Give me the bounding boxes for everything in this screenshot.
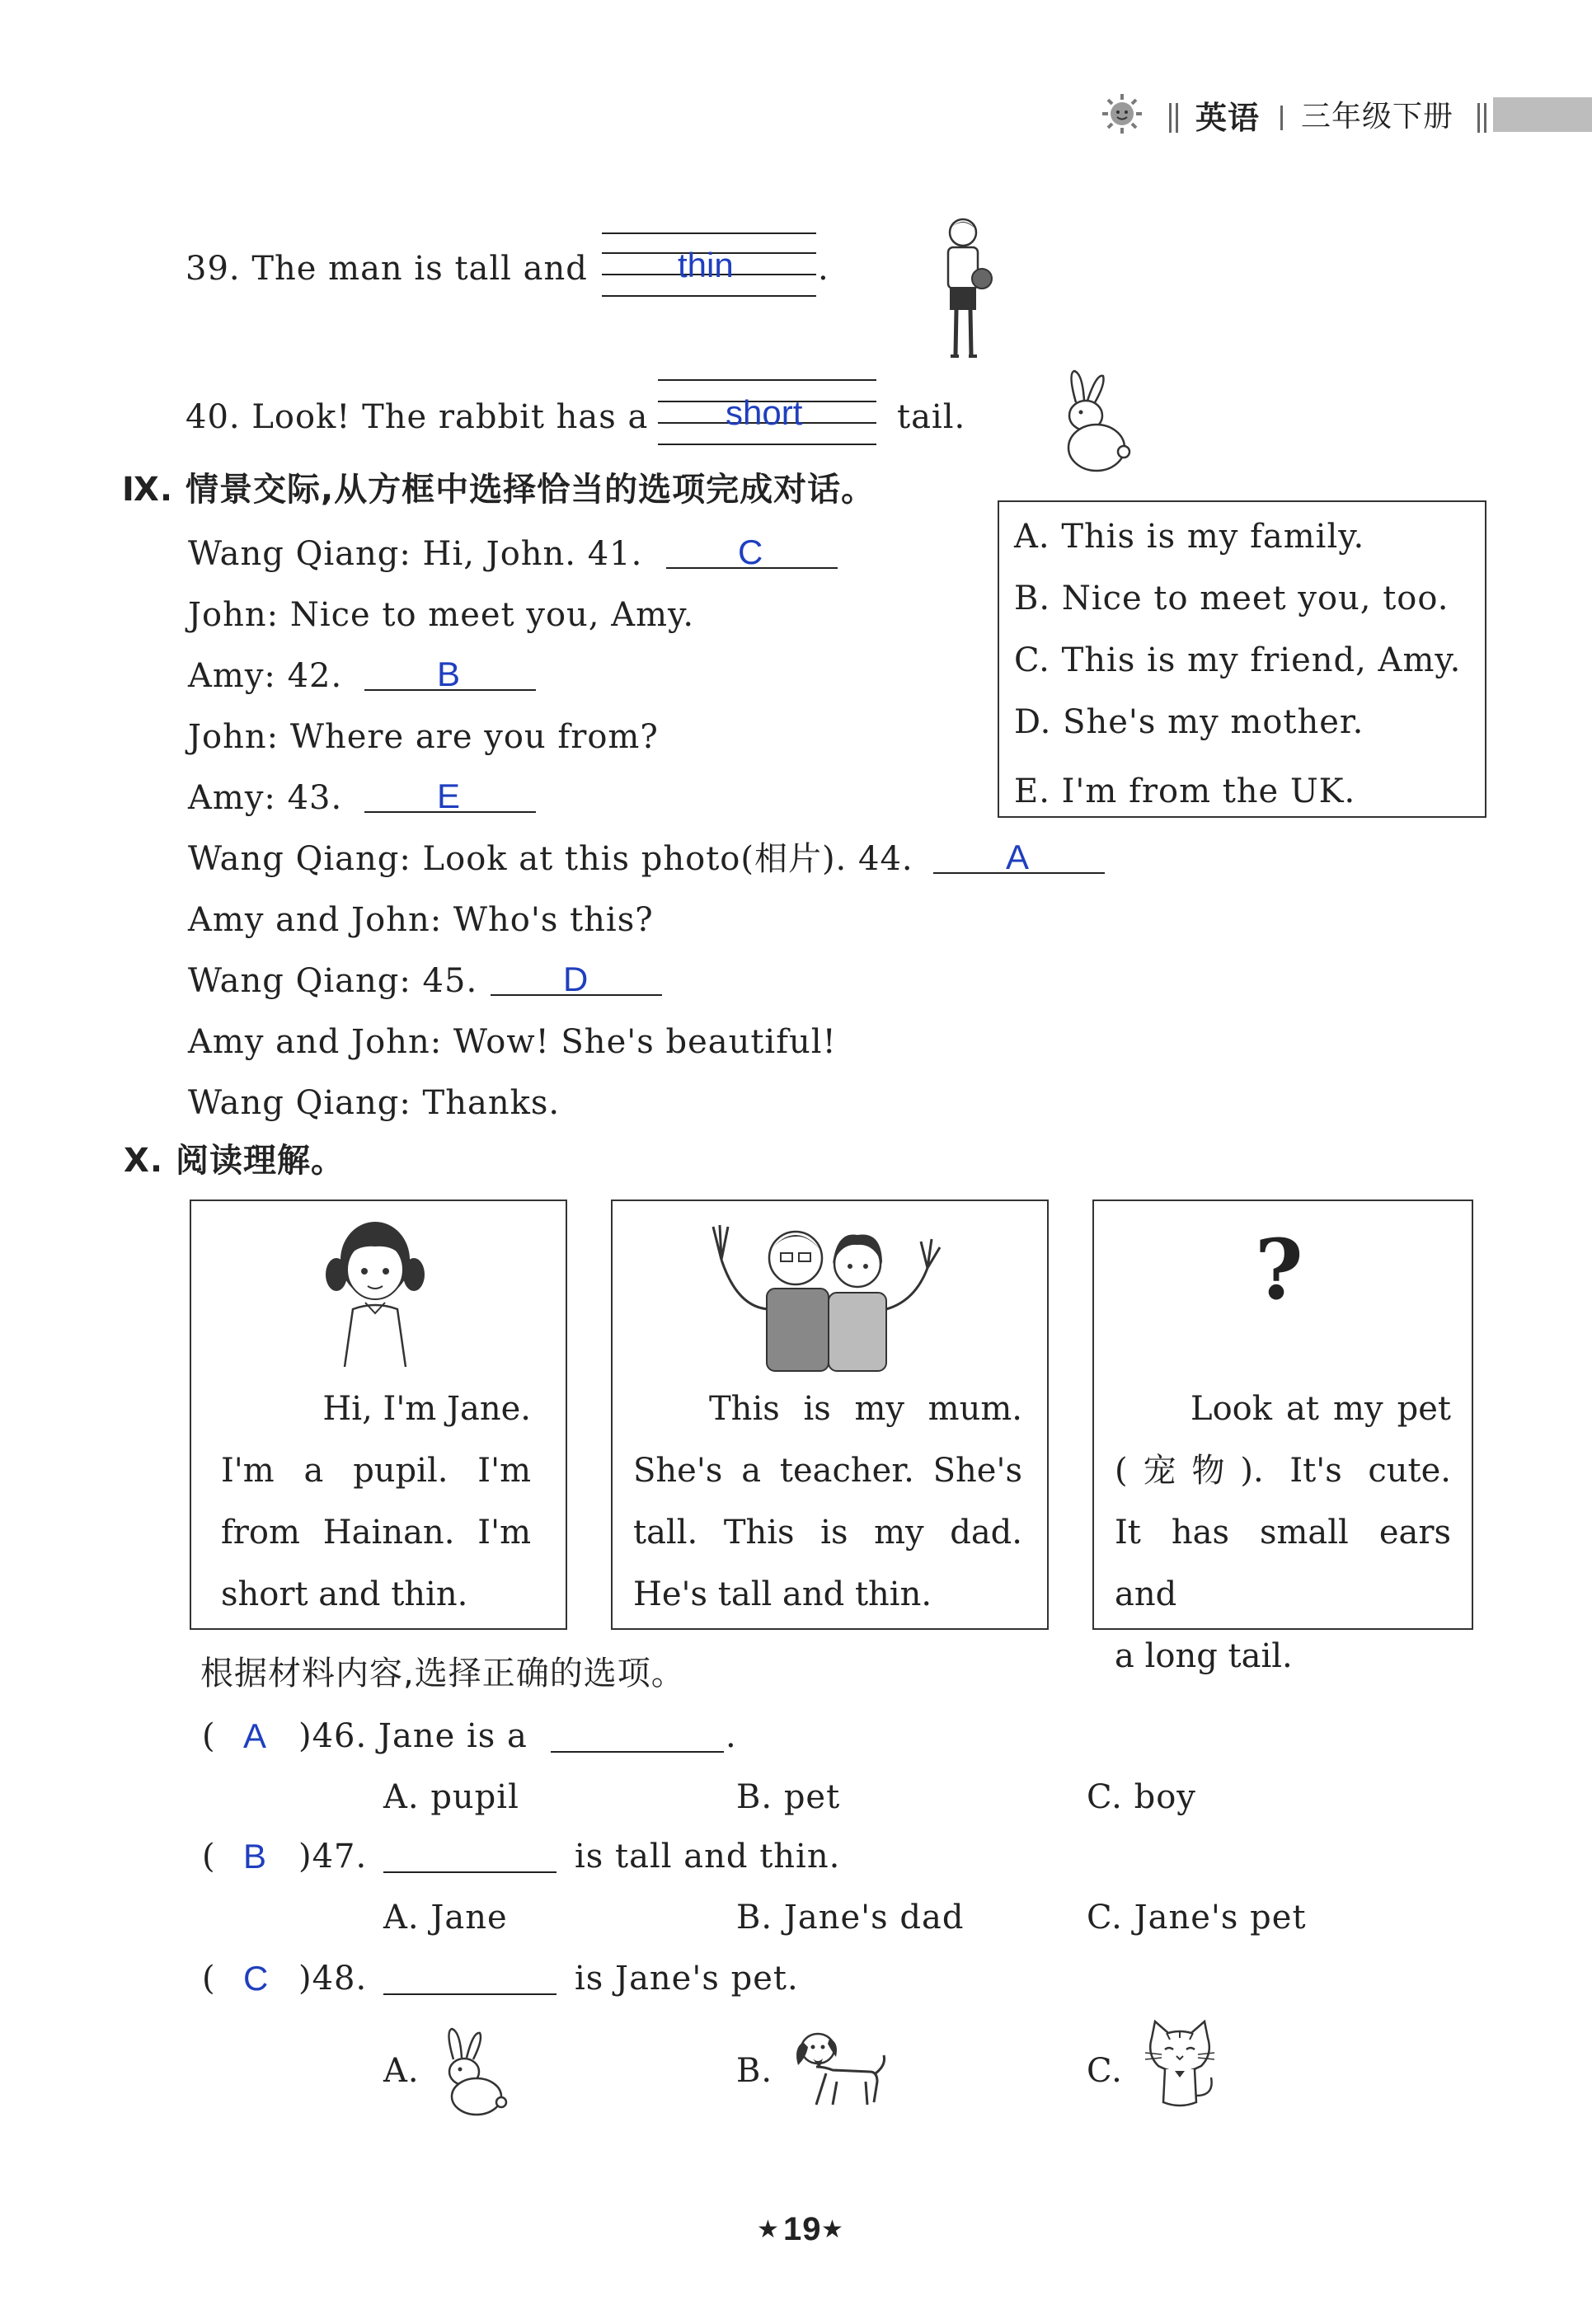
section9-title: Ⅸ. 情景交际,从方框中选择恰当的选项完成对话。	[122, 471, 876, 509]
answer-blank	[551, 1751, 724, 1753]
q46-option-a: A. pupil	[383, 1778, 519, 1816]
dialogue-line: John: Where are you from?	[188, 718, 659, 756]
q40-text: 40. Look! The rabbit has a	[185, 398, 649, 436]
q46-bracket-open: (	[202, 1717, 216, 1755]
q46-answer: A	[243, 1716, 267, 1755]
story-line: from Hainan. I'm	[221, 1514, 531, 1552]
mystery-pet-question-mark: ?	[1255, 1221, 1304, 1318]
q48-option-a: A.	[383, 2052, 420, 2090]
q46-stem: )46. Jane is a	[298, 1717, 528, 1755]
rabbit-option-icon	[435, 2026, 510, 2117]
q46-period: .	[726, 1717, 737, 1755]
header-band	[1493, 97, 1592, 132]
story-line: Hi, I'm Jane.	[322, 1390, 531, 1428]
q48-bracket-open: (	[202, 1960, 216, 1998]
q40-answer: short	[726, 393, 803, 432]
q39-answer: thin	[678, 246, 734, 284]
header-subject: 英语	[1195, 100, 1261, 136]
dialogue-line: Wang Qiang: Thanks.	[188, 1084, 561, 1122]
option-d: D. She's my mother.	[1014, 703, 1364, 741]
sun-logo-icon	[1101, 92, 1144, 135]
cat-option-icon	[1142, 2020, 1220, 2115]
answer-44: A	[1006, 838, 1030, 876]
rabbit-illustration-icon	[1051, 369, 1134, 475]
q48-option-b: B.	[736, 2052, 773, 2090]
mum-and-dad-illustration-icon	[705, 1218, 952, 1379]
header-divider	[1484, 103, 1486, 133]
dog-option-icon	[791, 2024, 890, 2110]
dialogue-line: Amy and John: Who's this?	[188, 901, 654, 939]
page-number: 19	[783, 2211, 822, 2247]
option-e: E. I'm from the UK.	[1014, 772, 1356, 810]
section10-title: X. 阅读理解。	[124, 1142, 345, 1180]
story-text-parents	[633, 1378, 1022, 1626]
q40-writing-line	[658, 444, 876, 445]
answer-blank	[383, 1993, 556, 1995]
q39-text: 39. The man is tall and	[185, 250, 588, 288]
header-divider	[1477, 103, 1480, 133]
q47-stem-after: is tall and thin.	[575, 1838, 841, 1876]
q47-option-c: C. Jane's pet	[1087, 1899, 1307, 1937]
dialogue-line: Wang Qiang: 45.	[188, 962, 478, 1000]
story-line: This is my mum.	[709, 1390, 1022, 1428]
answer-43: E	[437, 777, 461, 815]
q47-bracket-open: (	[202, 1838, 216, 1876]
q39-writing-line	[602, 295, 816, 297]
story-text-jane	[221, 1378, 531, 1626]
option-b: B. Nice to meet you, too.	[1014, 580, 1449, 617]
page-star-right: ★	[821, 2215, 844, 2244]
header-divider	[1176, 103, 1178, 133]
dialogue-line: John: Nice to meet you, Amy.	[188, 596, 695, 634]
dialogue-line: Wang Qiang: Look at this photo(相片). 44.	[188, 840, 913, 878]
answer-41: C	[738, 533, 763, 571]
answer-blank	[383, 1871, 556, 1873]
q47-answer: B	[243, 1837, 267, 1876]
q46-option-b: B. pet	[736, 1778, 841, 1816]
option-c: C. This is my friend, Amy.	[1014, 641, 1462, 679]
q48-answer: C	[243, 1959, 269, 1998]
girl-jane-illustration-icon	[320, 1210, 431, 1367]
option-a: A. This is my family.	[1014, 518, 1365, 556]
q40-tail-word: tail.	[897, 398, 966, 436]
story-line: short and thin.	[221, 1575, 468, 1613]
header-divider	[1169, 103, 1172, 133]
header-divider	[1280, 106, 1283, 130]
answer-42: B	[437, 655, 461, 693]
dialogue-line: Amy: 42.	[188, 657, 343, 695]
q46-option-c: C. boy	[1087, 1778, 1196, 1816]
q47-option-b: B. Jane's dad	[736, 1899, 965, 1937]
q48-stem: )48.	[298, 1960, 368, 1998]
story-line: It has small ears and	[1115, 1514, 1451, 1613]
story-line: tall. This is my dad.	[633, 1514, 1022, 1552]
q47-option-a: A. Jane	[383, 1899, 508, 1937]
q48-stem-after: is Jane's pet.	[575, 1960, 799, 1998]
q47-stem: )47.	[298, 1838, 368, 1876]
q40-writing-line	[658, 379, 876, 381]
boy-illustration-icon	[936, 214, 998, 363]
header-grade: 三年级下册	[1301, 100, 1454, 134]
q48-option-c: C.	[1087, 2052, 1123, 2090]
story-line: Look at my pet	[1190, 1390, 1451, 1428]
story-line: (宠物). It's cute.	[1115, 1452, 1451, 1490]
story-line: She's a teacher. She's	[633, 1452, 1022, 1490]
story-line: a long tail.	[1115, 1637, 1293, 1675]
answer-45: D	[563, 960, 589, 998]
q39-period: .	[818, 250, 829, 288]
dialogue-line: Amy: 43.	[188, 779, 343, 817]
q39-writing-line	[602, 232, 816, 234]
dialogue-line: Wang Qiang: Hi, John. 41.	[188, 535, 643, 573]
dialogue-line: Amy and John: Wow! She's beautiful!	[188, 1023, 837, 1061]
story-line: I'm a pupil. I'm	[221, 1452, 531, 1490]
section10-instruction: 根据材料内容,选择正确的选项。	[200, 1655, 685, 1693]
story-line: He's tall and thin.	[633, 1575, 932, 1613]
page-star-left: ★	[757, 2215, 780, 2244]
story-text-pet	[1115, 1378, 1451, 1688]
